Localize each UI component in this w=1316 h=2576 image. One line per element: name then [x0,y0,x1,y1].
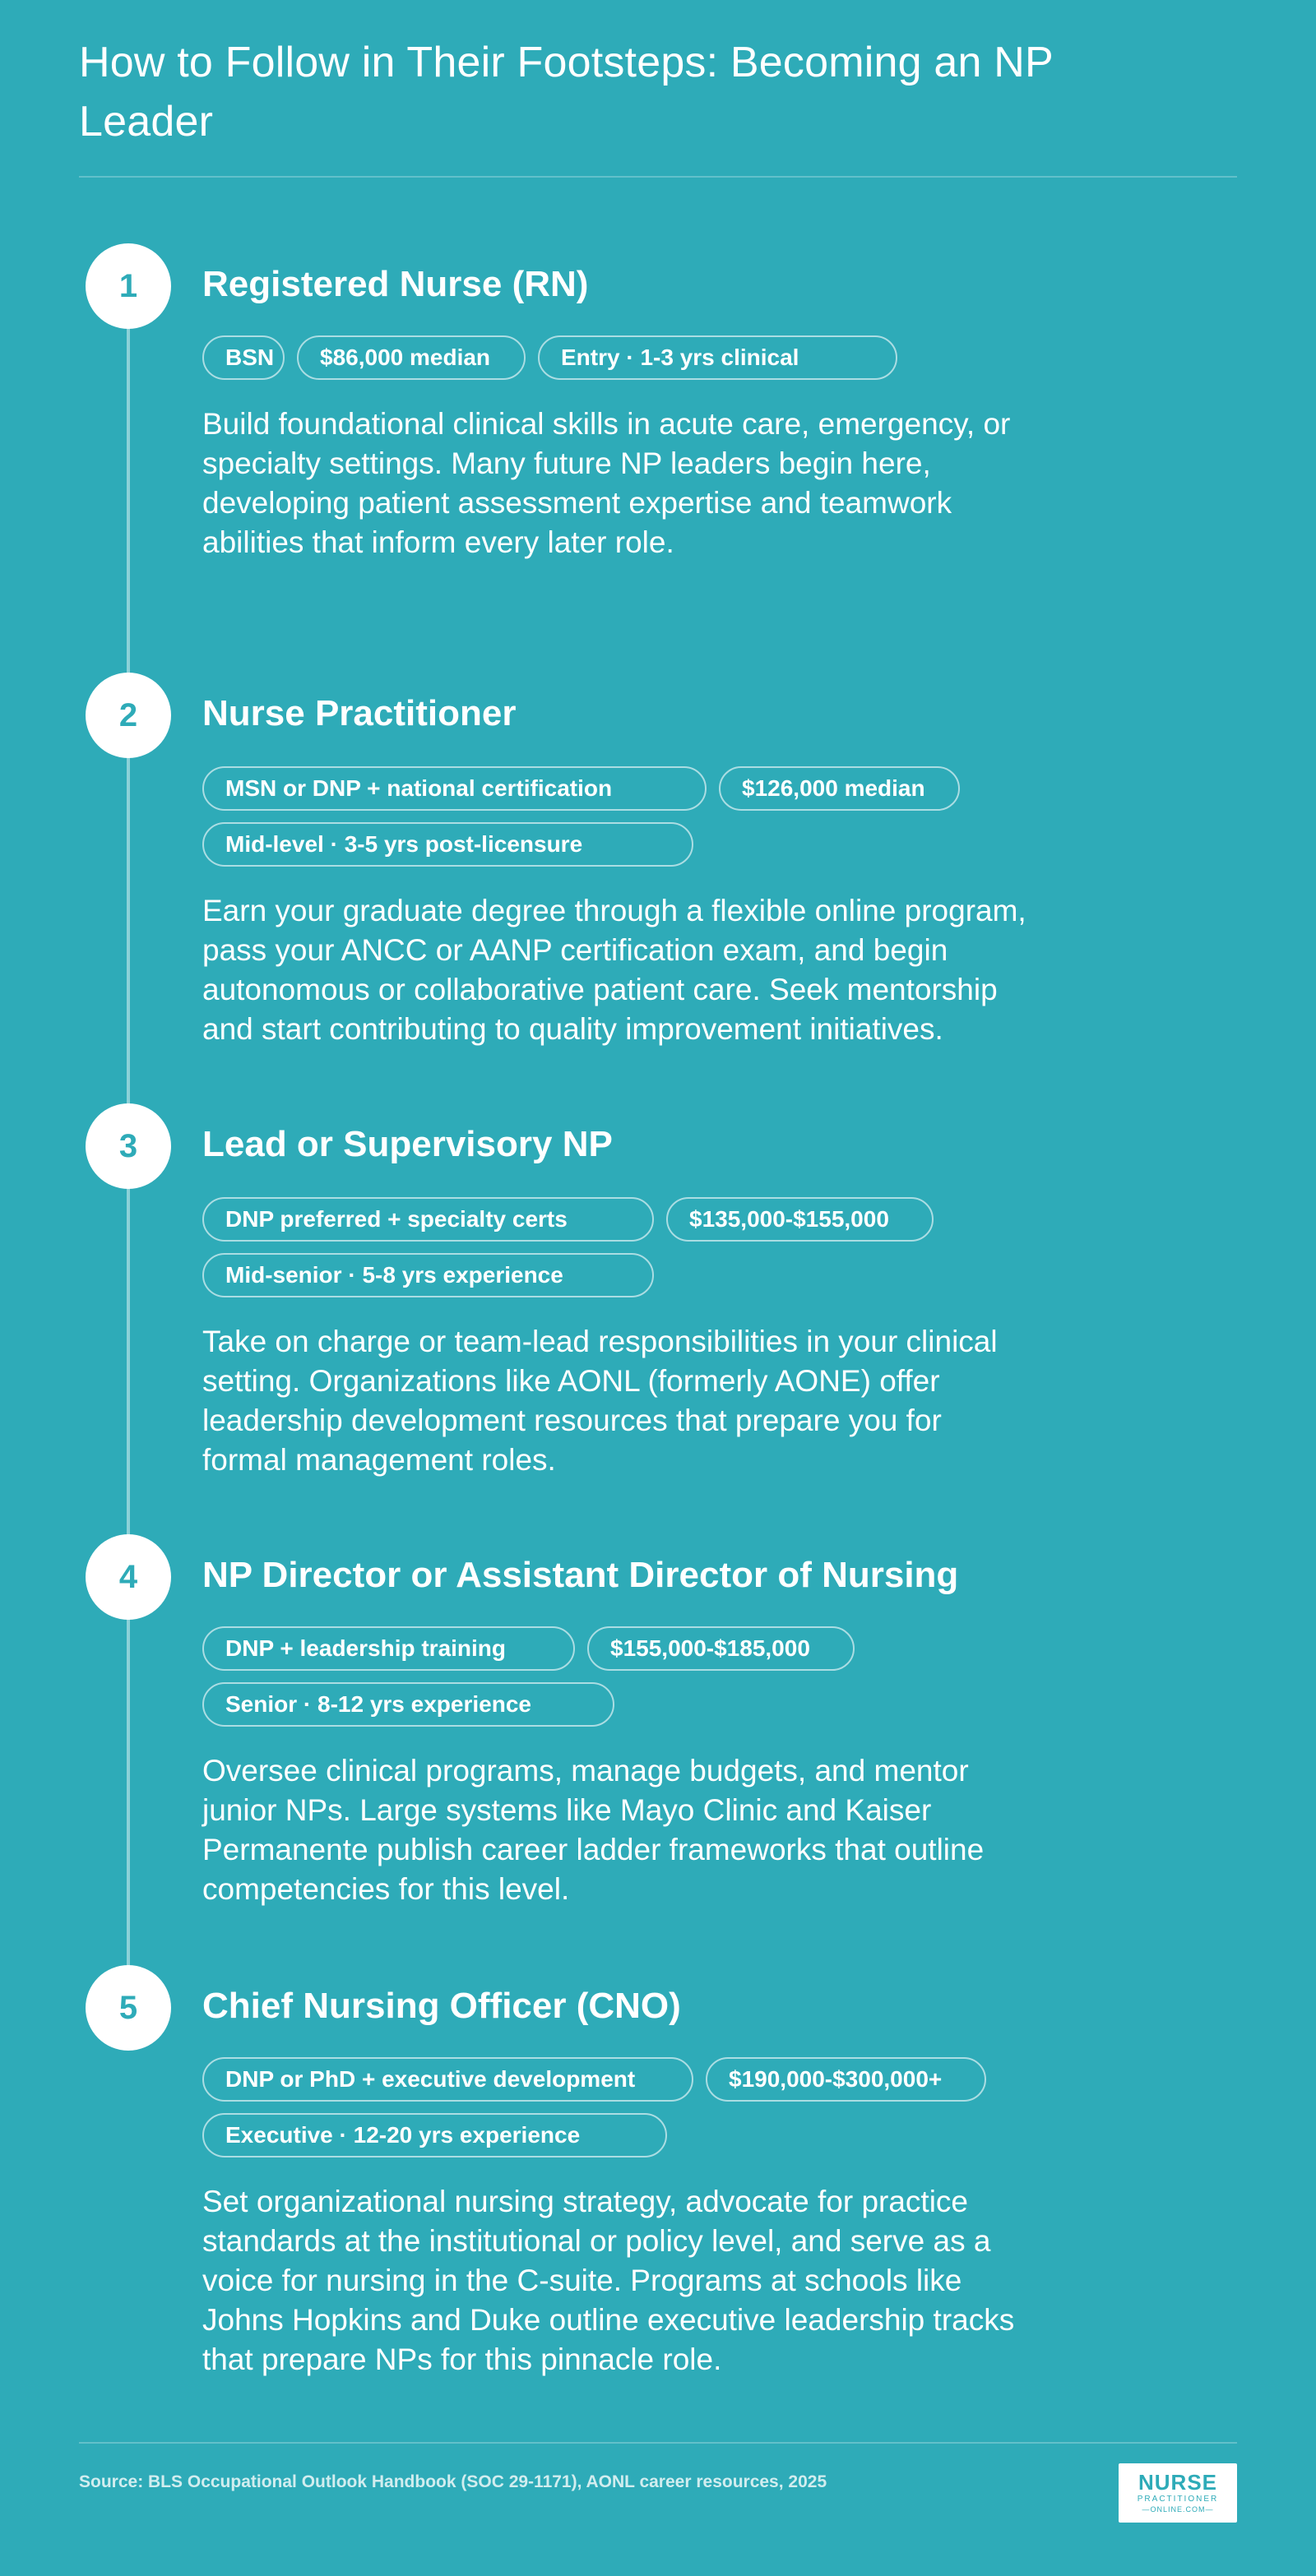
step-title: Registered Nurse (RN) [202,264,589,304]
step-description: Set organizational nursing strategy, advocate for practice standards at the institutional or policy level, and serve as a voice for nursing in the C-suite. Programs at schools like Johns Hopkins and Duke outline executive leadership tracks that prepare NPs for this pinnacle role. [202,2185,1015,2376]
education-tag: DNP or PhD + executive development [202,2057,693,2102]
experience-tag: Executive · 12-20 yrs experience [202,2113,667,2157]
experience-tag: Senior · 8-12 yrs experience [202,1682,614,1727]
education-tag: DNP preferred + specialty certs [202,1197,654,1242]
salary-tag: $155,000-$185,000 [587,1626,855,1671]
step-description: Oversee clinical programs, manage budgets, and mentor junior NPs. Large systems like Mayo Clinic and Kaiser Permanente publish career ladder frameworks that outline competencies for this level. [202,1754,985,1906]
step-number-badge: 3 [86,1103,171,1189]
education-tag: BSN [202,335,285,380]
education-tag: DNP + leadership training [202,1626,575,1671]
footer-divider [79,2442,1237,2444]
step-description: Build foundational clinical skills in acute care, emergency, or specialty settings. Many future NP leaders begin here, developing patient assessment expertise and teamwork abilities that inform every later role. [202,407,1011,559]
step-title: Lead or Supervisory NP [202,1124,613,1164]
experience-tag: Mid-level · 3-5 yrs post-licensure [202,822,693,867]
step-title: NP Director or Assistant Director of Nursing [202,1555,959,1595]
step-description: Earn your graduate degree through a flexible online program, pass your ANCC or AANP certification exam, and begin autonomous or collaborative patient care. Seek mentorship and start contributing to quality improvement initiatives. [202,894,1026,1046]
step-number-badge: 1 [86,243,171,329]
salary-tag: $126,000 median [719,766,960,811]
step-number-badge: 4 [86,1534,171,1620]
experience-tag: Mid-senior · 5-8 yrs experience [202,1253,654,1297]
salary-tag: $135,000-$155,000 [666,1197,934,1242]
experience-tag: Entry · 1-3 yrs clinical [538,335,897,380]
nurse-practitioner-online-logo [1119,2463,1237,2523]
logo-subtitle: PRACTITIONER [1137,2495,1219,2504]
step-number-badge: 5 [86,1965,171,2051]
salary-tag: $190,000-$300,000+ [706,2057,986,2102]
salary-tag: $86,000 median [297,335,526,380]
header-divider [79,176,1237,178]
step-title: Chief Nursing Officer (CNO) [202,1986,681,2026]
step-title: Nurse Practitioner [202,693,517,733]
logo-wordmark: NURSE [1138,2470,1217,2495]
step-description: Take on charge or team-lead responsibilities in your clinical setting. Organizations like AONL (formerly AONE) offer leadership development resources that prepare you for formal management roles. [202,1325,998,1477]
logo-domain: —ONLINE.COM— [1142,2505,1214,2514]
education-tag: MSN or DNP + national certification [202,766,707,811]
source-note: Source: BLS Occupational Outlook Handbook (SOC 29-1171), AONL career resources, 2025 [79,2472,827,2491]
page-title: How to Follow in Their Footsteps: Becoming an NP Leader [79,39,1053,146]
step-number-badge: 2 [86,673,171,758]
